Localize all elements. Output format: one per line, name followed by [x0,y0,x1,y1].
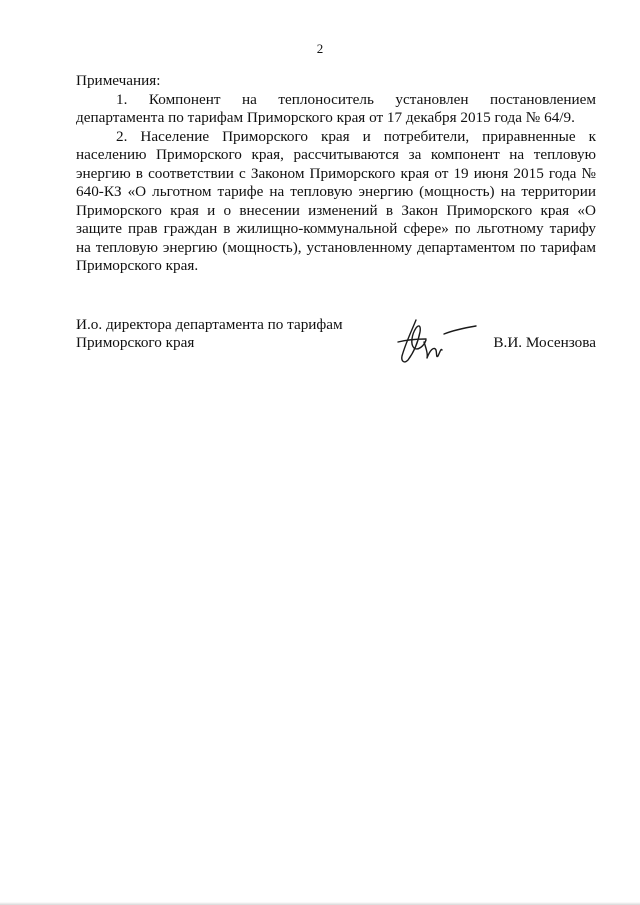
signatory-name: В.И. Мосензова [493,334,596,351]
note-item-1: 1. Компонент на теплоноситель установлен постановлением департамента по тарифам Приморского края от 17 декабря 2015 года № 64/9. [76,90,596,126]
signatory-position-line-2: Приморского края [76,334,195,351]
handwritten-signature [394,312,478,370]
signatory-position-line-1: И.о. директора департамента по тарифам [76,316,343,333]
note-item-2: 2. Население Приморского края и потребители, приравненные к населению Приморского края, рассчитываются за компонент на тепловую энергию в соответствии с Законом Приморского края от 19 июня 2015 года № 640-КЗ «О льготном тарифе на тепловую энергию (мощность) на территории Приморского края и о внесении изменений в Закон Приморского края «О защите прав граждан в жилищно-коммунальной сфере» по льготному тарифу на тепловую энергию (мощность), установленному департаментом по тарифам Приморского края. [76,127,596,274]
page-number: 2 [316,41,324,56]
notes-section [76,72,596,276]
notes-title: Примечания: [76,72,161,89]
signature-block [76,316,596,366]
